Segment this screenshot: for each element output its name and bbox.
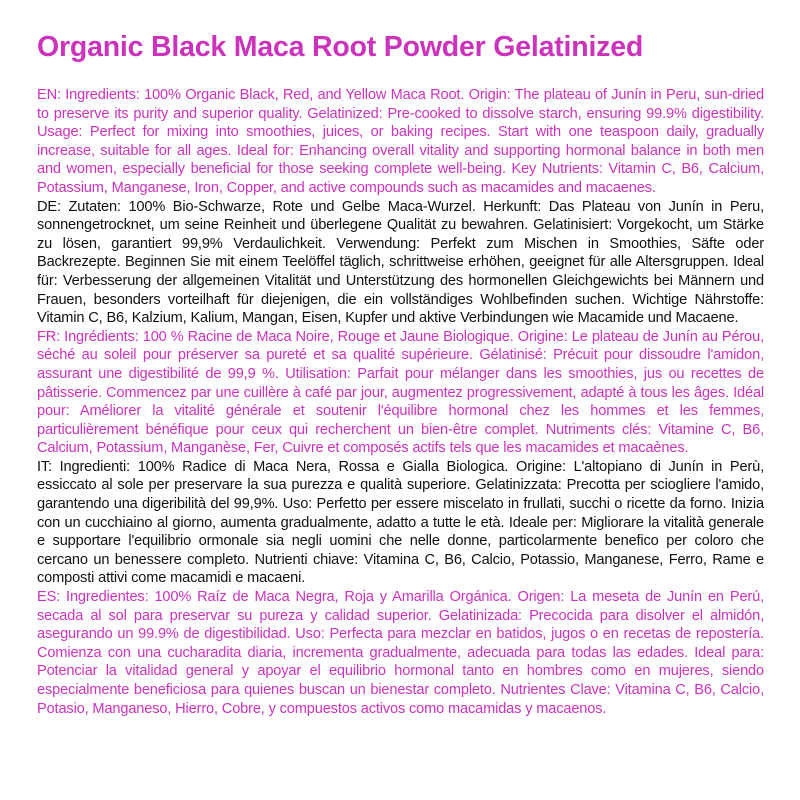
page-title: Organic Black Maca Root Powder Gelatinized	[37, 31, 644, 63]
description-de: DE: Zutaten: 100% Bio-Schwarze, Rote und Gelbe Maca-Wurzel. Herkunft: Das Plateau von Junín in Peru, sonnengetrocknet, um seine Reinheit und überlegene Qualität zu bewahren. Gelatinisiert: Vorgekocht, um Stärke zu lösen, garantiert 99,9% Verdaulichkeit. Verwendung: Perfekt zum Mischen in Smoothies, Säfte oder Backrezepte. Beginnen Sie mit einem Teelöffel täglich, schrittweise erhöhen, geeignet für alle Altersgruppen. Ideal für: Verbesserung der allgemeinen Vitalität und Unterstützung des hormonellen Gleichgewichts bei Männern und Frauen, besonders vorteilhaft für diejenigen, die ein vollständiges Wohlbefinden suchen. Wichtige Nährstoffe: Vitamin C, B6, Kalzium, Kalium, Mangan, Eisen, Kupfer und aktive Verbindungen wie Macamide und Macaene.	[37, 198, 764, 327]
description-fr: FR: Ingrédients: 100 % Racine de Maca Noire, Rouge et Jaune Biologique. Origine: Le plateau de Junín au Pérou, séché au soleil pour préserver sa pureté et sa qualité supérieure. Gélatinisé: Précuit pour dissoudre l'amidon, assurant une digestibilité de 99,9 %. Utilisation: Parfait pour mélanger dans les smoothies, jus ou recettes de pâtisserie. Commencez par une cuillère à café par jour, augmentez progressivement, adapté à tous les âges. Idéal pour: Améliorer la vitalité générale et soutenir l'équilibre hormonal chez les hommes et les femmes, particulièrement bénéfique pour ceux qui recherchent un bien-être complet. Nutriments clés: Vitamine C, B6, Calcium, Potassium, Manganèse, Fer, Cuivre et composés actifs tels que les macamides et macaènes.	[37, 328, 764, 457]
product-label-page	[37, 0, 764, 718]
description-en: EN: Ingredients: 100% Organic Black, Red, and Yellow Maca Root. Origin: The plateau of Junín in Peru, sun-dried to preserve its purity and superior quality. Gelatinized: Pre-cooked to dissolve starch, ensuring 99.9% digestibility. Usage: Perfect for mixing into smoothies, juices, or baking recipes. Start with one teaspoon daily, gradually increase, suitable for all ages. Ideal for: Enhancing overall vitality and supporting hormonal balance in both men and women, especially beneficial for those seeking complete well-being. Key Nutrients: Vitamin C, B6, Calcium, Potassium, Manganese, Iron, Copper, and active compounds such as macamides and macaenes.	[37, 87, 764, 196]
description-it: IT: Ingredienti: 100% Radice di Maca Nera, Rossa e Gialla Biologica. Origine: L'altopiano di Junín in Perù, essiccato al sole per preservare la sua purezza e qualità superiore. Gelatinizzata: Precotta per sciogliere l'amido, garantendo una digeribilità del 99,9%. Uso: Perfetto per essere miscelato in frullati, succhi o ricette da forno. Inizia con un cucchiaino al giorno, aumenta gradualmente, adatto a tutte le età. Ideale per: Migliorare la vitalità generale e supportare l'equilibrio ormonale sia negli uomini che nelle donne, particolarmente benefico per coloro che cercano un benessere completo. Nutrienti chiave: Vitamina C, B6, Calcio, Potassio, Manganese, Ferro, Rame e composti attivi come macamidi e macaeni.	[37, 458, 764, 587]
multilingual-description	[37, 86, 764, 718]
description-es: ES: Ingredientes: 100% Raíz de Maca Negra, Roja y Amarilla Orgánica. Origen: La meseta de Junín en Perú, secada al sol para preservar su pureza y calidad superior. Gelatinizada: Precocida para disolver el almidón, asegurando un 99.9% de digestibilidad. Uso: Perfecta para mezclar en batidos, jugos o en recetas de repostería. Comienza con una cucharadita diaria, incrementa gradualmente, adecuada para todas las edades. Ideal para: Potenciar la vitalidad general y apoyar el equilibrio hormonal tanto en hombres como en mujeres, siendo especialmente beneficiosa para quienes buscan un bienestar completo. Nutrientes Clave: Vitamina C, B6, Calcio, Potasio, Manganeso, Hierro, Cobre, y compuestos activos como macamidas y macaenos.	[37, 589, 764, 717]
